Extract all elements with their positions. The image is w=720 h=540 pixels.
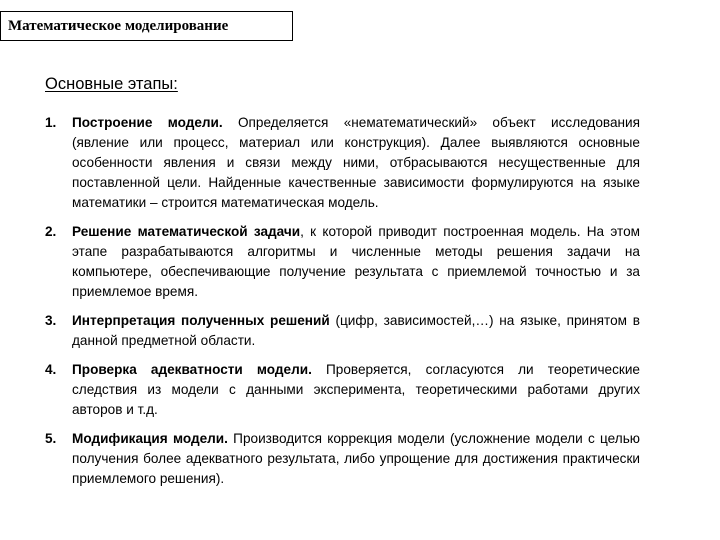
list-item (45, 113, 640, 213)
step-body (72, 429, 640, 489)
step-text: Проверяется, согласуются ли теоретические следствия из модели с данными эксперимента, теоретическими работами других авторов и т.д. (72, 362, 640, 417)
step-heading: Построение модели. (72, 115, 223, 130)
page-title: Математическое моделирование (0, 11, 293, 41)
steps-list (45, 113, 640, 498)
step-body (72, 222, 640, 302)
list-item (45, 360, 640, 420)
step-number: 2. (45, 224, 57, 239)
step-number: 5. (45, 431, 57, 446)
step-text: (цифр, зависимостей,…) на языке, принятом в данной предметной области. (72, 313, 640, 348)
step-body (72, 113, 640, 213)
list-item (45, 222, 640, 302)
step-heading: Интерпретация полученных решений (72, 313, 330, 328)
step-number: 1. (45, 115, 57, 130)
step-number: 4. (45, 362, 57, 377)
step-number: 3. (45, 313, 57, 328)
step-body (72, 360, 640, 420)
step-heading: Решение математической задачи (72, 224, 301, 239)
step-body (72, 311, 640, 351)
section-subtitle: Основные этапы: (45, 75, 178, 93)
step-text: Определяется «нематематический» объект исследования (явление или процесс, материал или конструкция). Далее выявляются основные особенности явления и связи между ними, отбрасываются несущественные для поставленной цели. Найденные качественные зависимости формулируются на языке математики – строится математическая модель. (72, 115, 640, 210)
list-item (45, 429, 640, 489)
step-heading: Проверка адекватности модели. (72, 362, 312, 377)
list-item (45, 311, 640, 351)
step-text: Производится коррекция модели (усложнение модели с целью получения более адекватного результата, либо упрощение для достижения практически приемлемого решения). (72, 431, 640, 486)
step-heading: Модификация модели. (72, 431, 228, 446)
step-text: , к которой приводит построенная модель. На этом этапе разрабатываются алгоритмы и численные методы решения задачи на компьютере, обеспечивающие получение результата с приемлемой точностью и за приемлемое время. (72, 224, 640, 299)
